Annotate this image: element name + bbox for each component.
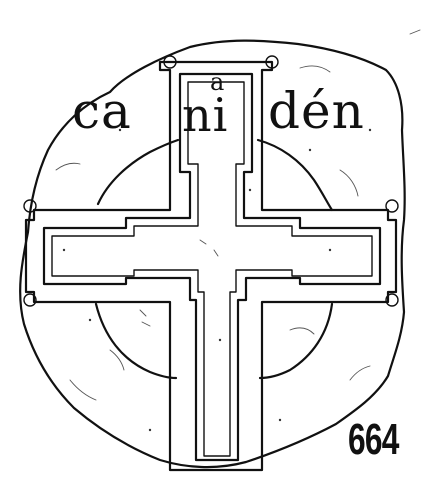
inscription-word-3: dén [268,82,365,140]
weathering-scratch [340,170,358,196]
weathering-scratch [410,30,420,34]
stone-speck [149,429,151,431]
ring-upper-left [98,140,178,204]
stone-speck [89,319,91,321]
weathering-scratch [200,240,218,256]
ring-lower-left [96,304,176,378]
weathering-scratch [56,163,80,170]
plate-number: 664 [348,415,399,464]
ring-upper-right [258,140,332,210]
weathering-scratch [350,366,370,380]
stone-speck [329,249,331,251]
weathering-scratch [290,328,314,334]
terminal-right-top [386,200,398,212]
weathering-scratch [140,310,150,326]
inscription-word-1: ca [72,82,132,140]
stone-speck [249,189,251,191]
weathering-scratch [300,66,330,72]
ring-lower-right [260,304,332,378]
stone-speck [279,419,281,421]
weathering-scratch [70,380,96,400]
stone-speck [369,129,371,131]
inscription-word-2-superscript: a [210,68,226,96]
stone-speck [309,149,311,151]
stone-speck [219,339,221,341]
inscription-word-2: ni [182,88,229,142]
stone-speck [63,249,65,251]
